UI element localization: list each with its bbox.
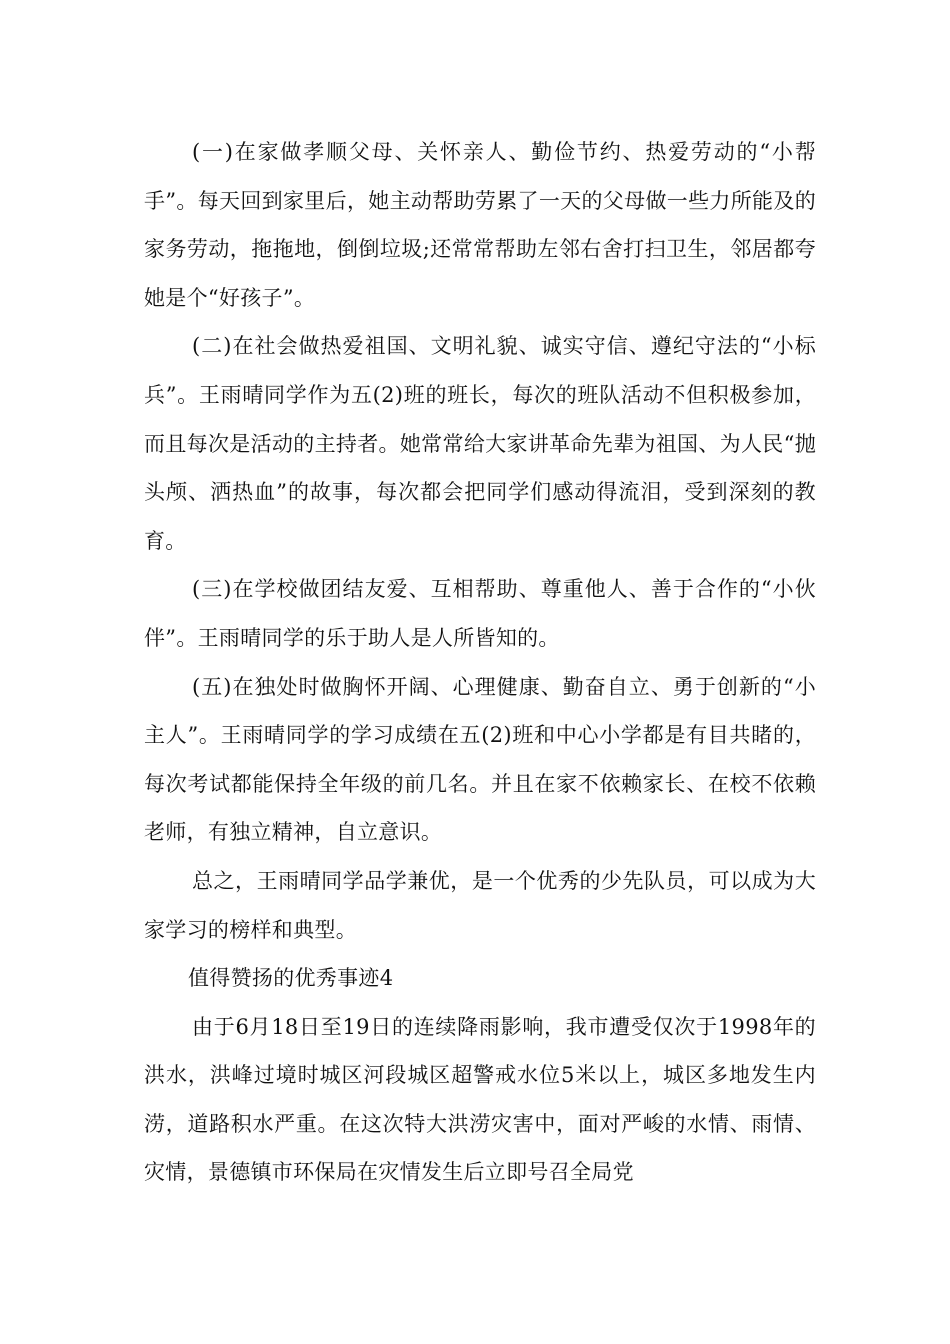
paragraph-5: 总之，王雨晴同学品学兼优，是一个优秀的少先队员，可以成为大家学习的榜样和典型。 (144, 868, 816, 942)
paragraph-3: (三)在学校做团结友爱、互相帮助、尊重他人、善于合作的“小伙伴”。王雨晴同学的乐于助人是人所皆知的。 (144, 577, 816, 650)
section-heading: 值得赞扬的优秀事迹4 (188, 966, 394, 991)
paragraph-2: (二)在社会做热爱祖国、文明礼貌、诚实守信、遵纪守法的“小标兵”。王雨晴同学作为五(2)班的班长，每次的班队活动不但积极参加，而且每次是活动的主持者。她常常给大家讲革命先辈为祖国、为人民“抛头颅、洒热血”的故事，每次都会把同学们感动得流泪，受到深刻的教育。 (144, 334, 816, 553)
document-body (144, 128, 816, 1197)
paragraph-1: (一)在家做孝顺父母、关怀亲人、勤俭节约、热爱劳动的“小帮手”。每天回到家里后，她主动帮助劳累了一天的父母做一些力所能及的家务劳动，拖拖地，倒倒垃圾;还常常帮助左邻右舍打扫卫生，邻居都夸她是个“好孩子”。 (144, 140, 816, 310)
paragraph-4: (五)在独处时做胸怀开阔、心理健康、勤奋自立、勇于创新的“小主人”。王雨晴同学的学习成绩在五(2)班和中心小学都是有目共睹的，每次考试都能保持全年级的前几名。并且在家不依赖家长、在校不依赖老师，有独立精神，自立意识。 (144, 674, 816, 845)
section-paragraph: 由于6月18日至19日的连续降雨影响，我市遭受仅次于1998年的洪水，洪峰过境时城区河段城区超警戒水位5米以上，城区多地发生内涝，道路积水严重。在这次特大洪涝灾害中，面对严峻的水情、雨情、灾情，景德镇市环保局在灾情发生后立即号召全局党 (144, 1014, 816, 1185)
